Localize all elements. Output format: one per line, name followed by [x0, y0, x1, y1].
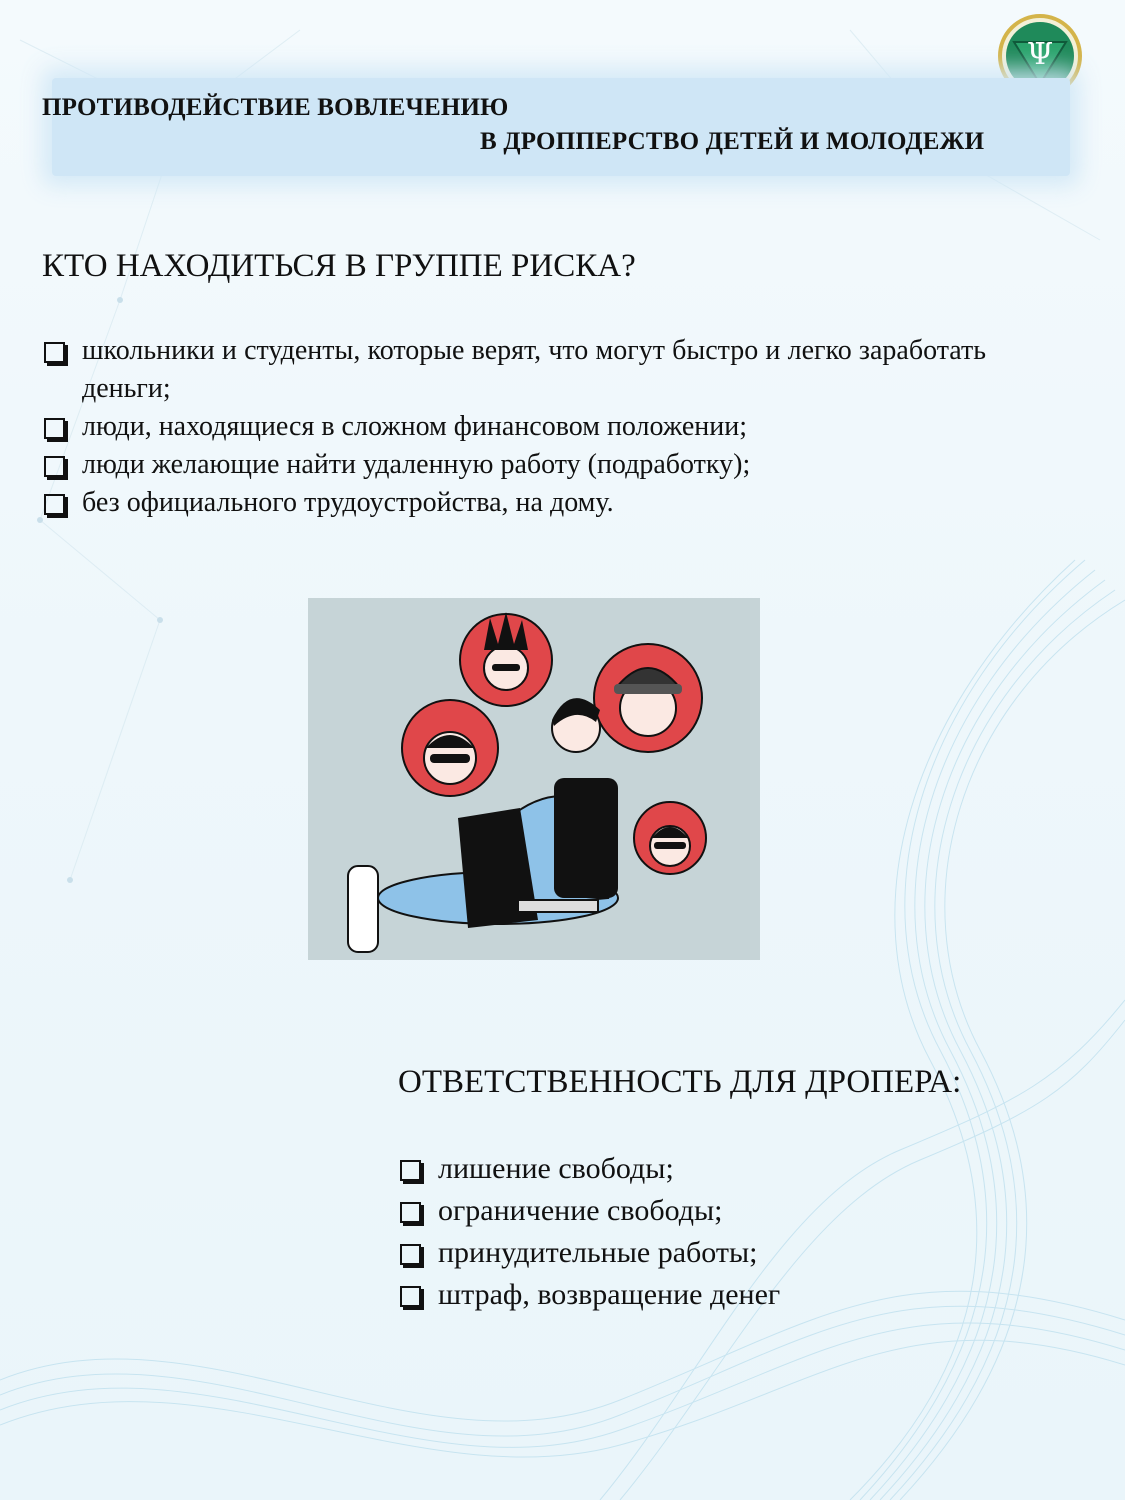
- list-item-text: принудительные работы;: [438, 1236, 758, 1269]
- list-item: [398, 1232, 1098, 1274]
- dropper-illustration: [308, 598, 760, 960]
- responsibility-list: [398, 1148, 1098, 1316]
- list-item-text: люди желающие найти удаленную работу (подработку);: [82, 449, 751, 480]
- list-item: [398, 1274, 1098, 1316]
- list-item-text: люди, находящиеся в сложном финансовом положении;: [82, 411, 747, 442]
- list-item: [398, 1148, 1098, 1190]
- checkbox-icon: [44, 456, 65, 477]
- list-item: [42, 408, 986, 446]
- checkbox-icon: [400, 1286, 421, 1307]
- list-item-text: школьники и студенты, которые верят, что могут быстро и легко заработать деньги;: [82, 335, 986, 404]
- list-item-text: штраф, возвращение денег: [438, 1278, 781, 1311]
- checkbox-icon: [400, 1244, 421, 1265]
- checkbox-icon: [44, 494, 65, 515]
- list-item: [398, 1190, 1098, 1232]
- list-item-text: без официального трудоустройства, на дому.: [82, 487, 614, 518]
- title-banner: [52, 78, 1070, 176]
- responsibility-heading: ОТВЕТСТВЕННОСТЬ ДЛЯ ДРОПЕРА:: [398, 1064, 962, 1100]
- list-item-text: ограничение свободы;: [438, 1194, 723, 1227]
- risk-group-list: [42, 332, 986, 522]
- checkbox-icon: [44, 418, 65, 439]
- suspect-face-icon: [402, 700, 498, 796]
- suspect-face-icon: [634, 802, 706, 874]
- list-item: [42, 484, 986, 522]
- list-item: [42, 332, 986, 408]
- svg-text:Ψ: Ψ: [1026, 37, 1054, 72]
- checkbox-icon: [400, 1160, 421, 1181]
- checkbox-icon: [44, 342, 65, 363]
- list-item: [42, 446, 986, 484]
- suspect-face-icon: [460, 612, 552, 706]
- checkbox-icon: [400, 1202, 421, 1223]
- page-title-line-1: ПРОТИВОДЕЙСТВИЕ ВОВЛЕЧЕНИЮ: [42, 94, 509, 121]
- suspect-face-icon: [594, 644, 702, 752]
- list-item-text: лишение свободы;: [438, 1152, 674, 1185]
- risk-group-heading: КТО НАХОДИТЬСЯ В ГРУППЕ РИСКА?: [42, 248, 636, 284]
- page-title-line-2: В ДРОППЕРСТВО ДЕТЕЙ И МОЛОДЕЖИ: [480, 128, 985, 155]
